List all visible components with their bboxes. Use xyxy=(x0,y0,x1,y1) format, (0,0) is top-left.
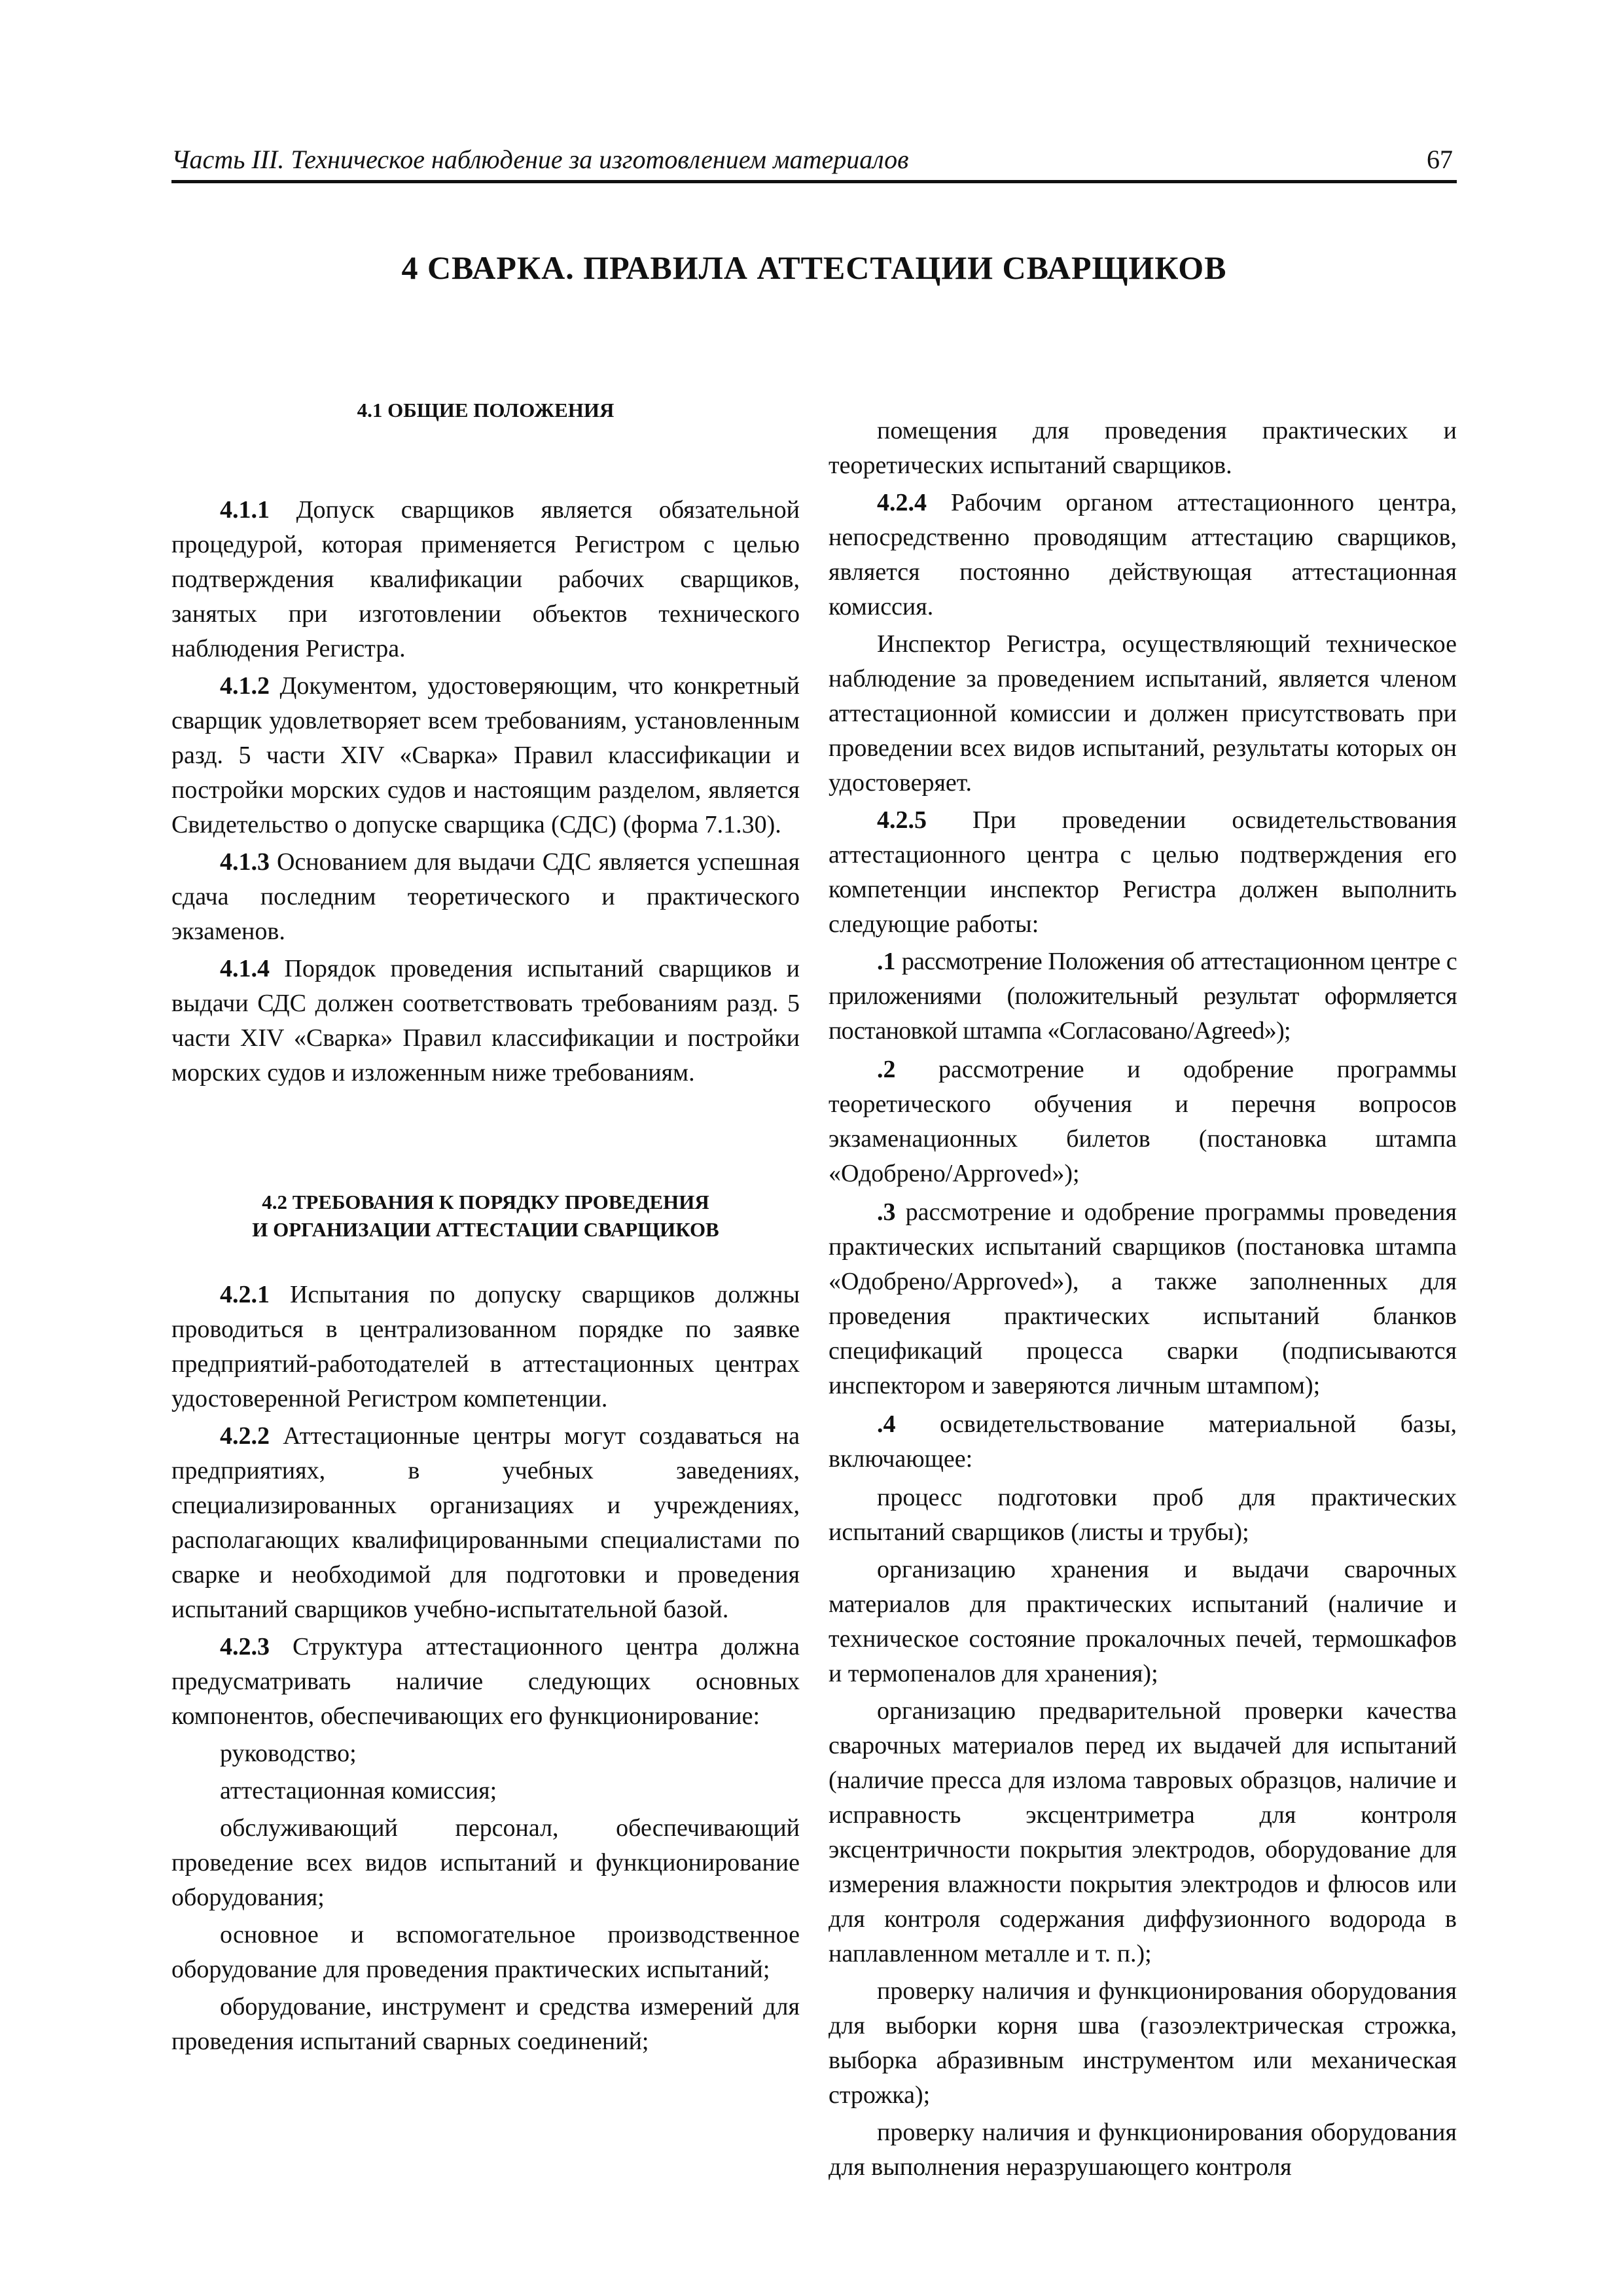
running-title: Часть III. Техническое наблюдение за изготовлением материалов xyxy=(171,145,909,174)
paragraph-number: 4.1.2 xyxy=(220,672,270,700)
list-item: проверку наличия и функционирования оборудования для выполнения неразрушающего контроля xyxy=(829,2119,1457,2181)
list-item: руководство; xyxy=(220,1740,357,1767)
paragraph-number: 4.1.4 xyxy=(220,955,270,982)
paragraph-number: 4.1.3 xyxy=(220,848,270,876)
paragraph-text: Структура аттестационного центра должна предусматривать наличие следующих основных компонентов, обеспечивающих его функционирование: xyxy=(171,1633,800,1730)
paragraph-number: 4.2.3 xyxy=(220,1633,270,1660)
running-header xyxy=(171,139,1457,183)
list-item: организацию хранения и выдачи сварочных материалов для практических испытаний (наличие и техническое состояние прокалочных печей, термошкафов и термопеналов для хранения); xyxy=(829,1556,1457,1687)
page-number: 67 xyxy=(1427,145,1453,174)
paragraph-text: Аттестационные центры могут создаваться на предприятиях, в учебных заведениях, специализированных организациях и учреждениях, располагающих квалифицированными специалистами по сварке и необходимой для подготовки и проведения испытаний сварщиков учебно-испытательной базой. xyxy=(171,1422,800,1623)
chapter-title: 4 СВАРКА. ПРАВИЛА АТТЕСТАЦИИ СВАРЩИКОВ xyxy=(401,249,1227,286)
inspector-paragraph: Инспектор Регистра, осуществляющий техническое наблюдение за проведением испытаний, является членом аттестационной комиссии и должен присутствовать при проведении всех видов испытаний, результаты которых он удостоверяет. xyxy=(829,630,1457,797)
paragraph-4-2-4 xyxy=(829,486,1457,624)
paragraph-number: 4.2.1 xyxy=(220,1281,270,1308)
section-heading-4-2 xyxy=(171,1189,800,1244)
paragraph-text: При проведении освидетельствования аттестационного центра с целью подтверждения его компетенции инспектор Регистра должен выполнить следующие работы: xyxy=(829,806,1457,938)
list-item: проверку наличия и функционирования оборудования для выборки корня шва (газоэлектрическая строжка, выборка абразивным инструментом или механическая строжка); xyxy=(829,1977,1457,2109)
paragraph-number: 4.2.2 xyxy=(220,1422,270,1450)
paragraph-text: Испытания по допуску сварщиков должны проводиться в централизованном порядке по заявке предприятий-работодателей в аттестационных центрах удостоверенной Регистром компетенции. xyxy=(171,1281,800,1412)
item-text: освидетельствование материальной базы, включающее: xyxy=(829,1410,1457,1473)
paragraph-text: Основанием для выдачи СДС является успешная сдача последним теоретического и практического экзаменов. xyxy=(171,848,800,945)
work-item-3 xyxy=(829,1195,1457,1403)
section-heading-4-1: 4.1 ОБЩИЕ ПОЛОЖЕНИЯ xyxy=(357,399,615,422)
paragraph-text: Документом, удостоверяющим, что конкретный сварщик удовлетворяет всем требованиям, установленным разд. 5 части XIV «Сварка» Правил классификации и постройки морских судов и настоящим разделом, является Свидетельство о допуске сварщика (СДС) (форма 7.1.30). xyxy=(171,672,800,838)
paragraph-text: Допуск сварщиков является обязательной процедурой, которая применяется Регистром с целью подтверждения квалификации рабочих сварщиков, занятых при изготовлении объектов технического наблюдения Регистра. xyxy=(171,496,800,662)
item-text: рассмотрение и одобрение программы проведения практических испытаний сварщиков (постановка штампа «Одобрено/Approved»), а также заполненных для проведения практических испытаний бланков спецификаций процесса сварки (подписываются инспектором и заверяются личным штампом); xyxy=(829,1198,1457,1399)
item-number: .1 xyxy=(877,948,896,975)
paragraph-4-2-1 xyxy=(171,1278,800,1416)
item-number: .2 xyxy=(877,1056,896,1083)
section-heading-line: И ОРГАНИЗАЦИИ АТТЕСТАЦИИ СВАРЩИКОВ xyxy=(252,1218,719,1241)
left-column xyxy=(171,393,800,2062)
list-item: основное и вспомогательное производственное оборудование для проведения практических испытаний; xyxy=(171,1921,800,1983)
item-number: .4 xyxy=(877,1410,896,1438)
item-text: рассмотрение и одобрение программы теоретического обучения и перечня вопросов экзаменационных билетов (постановка штампа «Одобрено/Approved»); xyxy=(829,1056,1457,1187)
list-item: оборудование, инструмент и средства измерений для проведения испытаний сварных соединений; xyxy=(171,1993,800,2055)
paragraph-4-1-2 xyxy=(171,669,800,842)
item-text: рассмотрение Положения об аттестационном центре с приложениями (положительный результат оформляется постановкой штампа «Согласовано/Agreed»); xyxy=(829,948,1457,1045)
paragraph-number: 4.2.4 xyxy=(877,489,927,516)
list-item-continuation: помещения для проведения практических и теоретических испытаний сварщиков. xyxy=(829,417,1457,479)
work-item-2 xyxy=(829,1052,1457,1191)
work-item-1 xyxy=(829,944,1457,1049)
list-item: обслуживающий персонал, обеспечивающий проведение всех видов испытаний и функционирование оборудования; xyxy=(171,1814,800,1911)
paragraph-4-1-3 xyxy=(171,845,800,949)
section-heading-line: 4.2 ТРЕБОВАНИЯ К ПОРЯДКУ ПРОВЕДЕНИЯ xyxy=(262,1191,709,1213)
list-item: аттестационная комиссия; xyxy=(220,1777,497,1804)
paragraph-number: 4.2.5 xyxy=(877,806,927,834)
list-item: процесс подготовки проб для практических испытаний сварщиков (листы и трубы); xyxy=(829,1484,1457,1546)
item-number: .3 xyxy=(877,1198,896,1226)
right-column xyxy=(829,414,1457,2187)
paragraph-4-1-1 xyxy=(171,493,800,666)
paragraph-4-2-2 xyxy=(171,1419,800,1627)
paragraph-text: Порядок проведения испытаний сварщиков и выдачи СДС должен соответствовать требованиям разд. 5 части XIV «Сварка» Правил классификации и постройки морских судов и изложенным ниже требованиям. xyxy=(171,955,800,1086)
list-item: организацию предварительной проверки качества сварочных материалов перед их выдачей для испытаний (наличие пресса для излома тавровых образцов, наличие и исправность эксцентриметра для контроля эксцентричности покрытия электродов, оборудование для измерения влажности покрытия электродов и флюсов или для контроля содержания диффузионного водорода в наплавленном металле и т. п.); xyxy=(829,1697,1457,1967)
paragraph-4-2-3 xyxy=(171,1630,800,1734)
paragraph-4-2-5 xyxy=(829,803,1457,942)
paragraph-4-1-4 xyxy=(171,952,800,1090)
paragraph-text: Рабочим органом аттестационного центра, непосредственно проводящим аттестацию сварщиков, является постоянно действующая аттестационная комиссия. xyxy=(829,489,1457,620)
paragraph-number: 4.1.1 xyxy=(220,496,270,524)
work-item-4 xyxy=(829,1407,1457,1477)
